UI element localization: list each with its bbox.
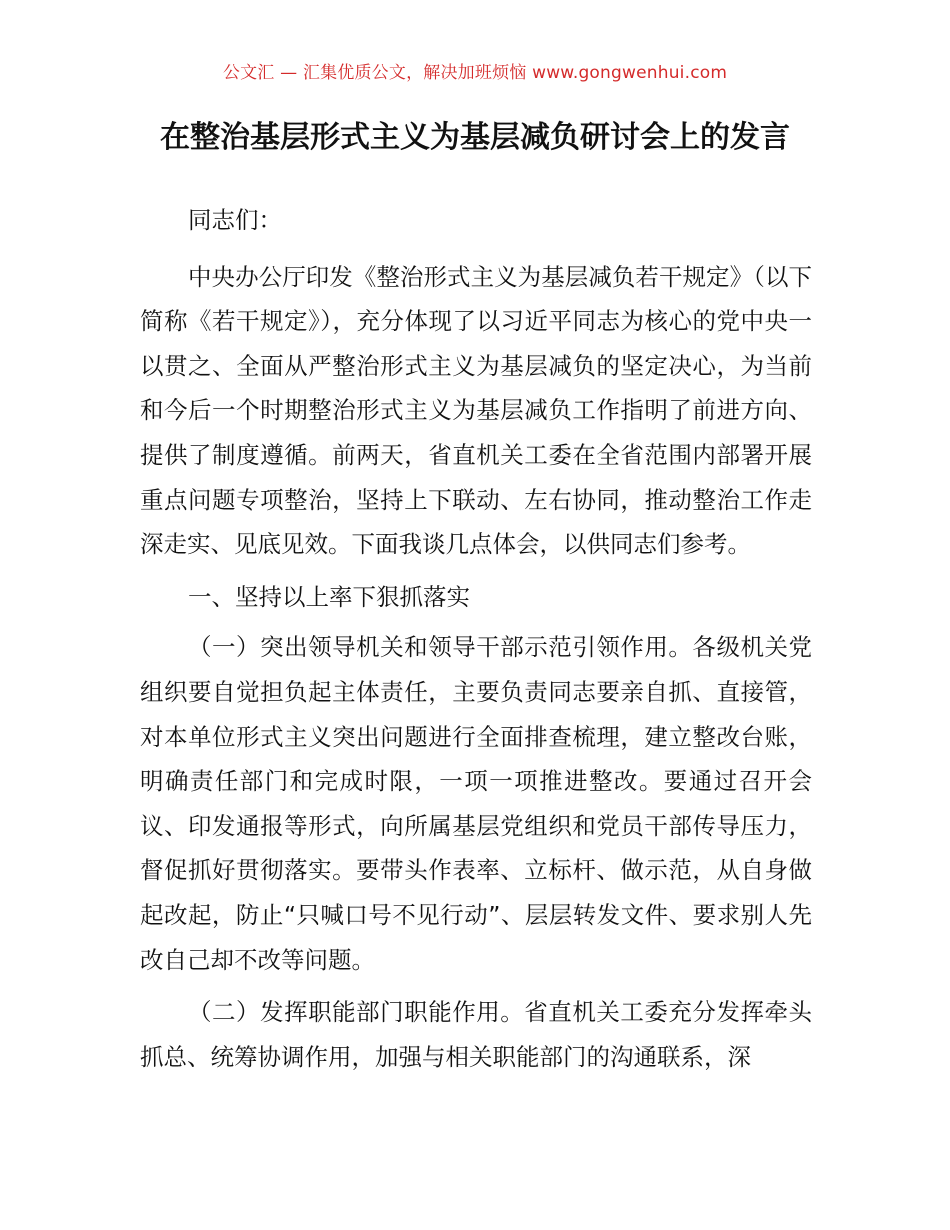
greeting: 同志们： (188, 206, 282, 234)
intro-paragraph: 中央办公厅印发《整治形式主义为基层减负若干规定》（以下简称《若干规定》），充分体现了以习近平同志为核心的党中央一以贯之、全面从严整治形式主义为基层减负的坚定决心，为当前和今后一个时期整治形式主义为基层减负工作指明了前进方向、提供了制度遵循。前两天，省直机关工委在全省范围内部署开展重点问题专项整治，坚持上下联动、左右协同，推动整治工作走深走实、见底见效。下面我谈几点体会，以供同志们参考。 (140, 262, 812, 559)
body-paragraph: （一）突出领导机关和领导干部示范引领作用。各级机关党组织要自觉担负起主体责任，主要负责同志要亲自抓、直接管，对本单位形式主义突出问题进行全面排查梳理，建立整改台账，明确责任部门和完成时限，一项一项推进整改。要通过召开会议、印发通报等形式，向所属基层党组织和党员干部传导压力，督促抓好贯彻落实。要带头作表率、立标杆、做示范，从自身做起改起，防止“只喊口号不见行动”、层层转发文件、要求别人先改自己却不改等问题。 (140, 633, 812, 974)
section-heading: 一、坚持以上率下狠抓落实 (188, 582, 470, 611)
source-banner: 公文汇 — 汇集优质公文，解决加班烦恼 www.gongwenhui.com (222, 63, 728, 83)
document-body (140, 198, 812, 1087)
body-paragraph: （二）发挥职能部门职能作用。省直机关工委充分发挥牵头抓总、统筹协调作用，加强与相关职能部门的沟通联系，深 (140, 998, 812, 1071)
document-title: 在整治基层形式主义为基层减负研讨会上的发言 (160, 120, 790, 155)
